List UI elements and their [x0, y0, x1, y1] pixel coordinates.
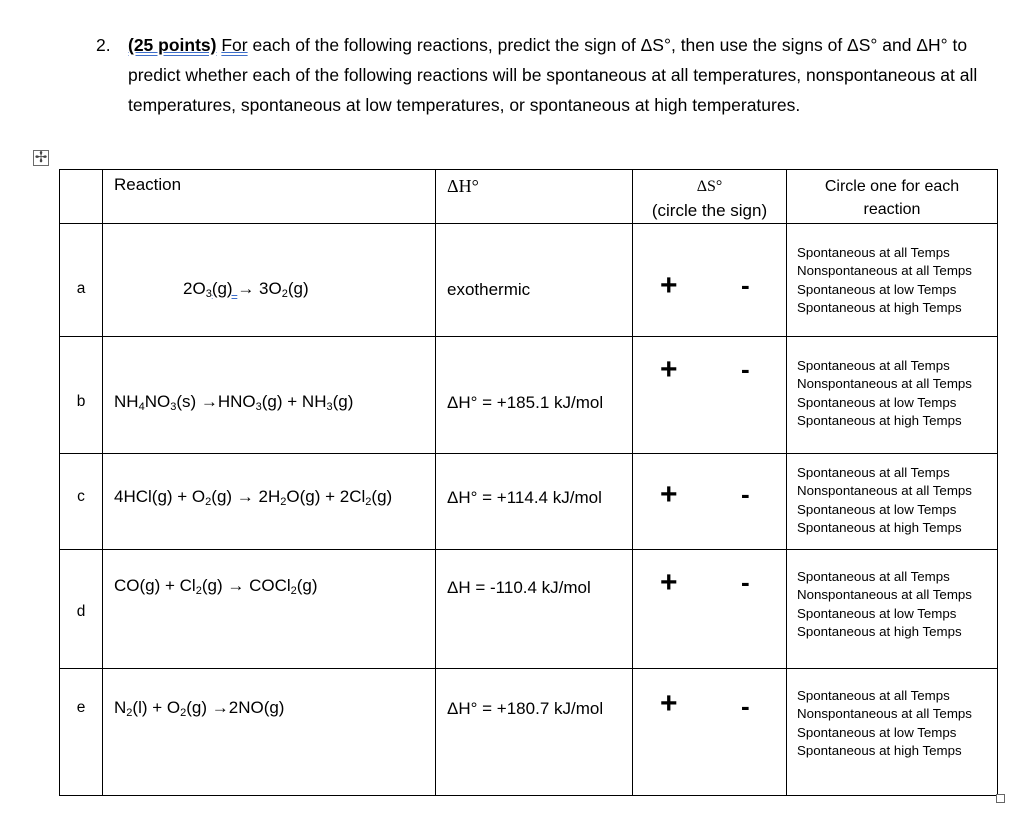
choice-nonspontaneous-all[interactable]: Nonspontaneous at all Temps — [797, 706, 972, 722]
choice-spontaneous-all[interactable]: Spontaneous at all Temps — [797, 358, 950, 373]
dh-cell — [436, 224, 633, 337]
minus-sign[interactable]: - — [741, 691, 750, 721]
plus-sign[interactable]: + — [660, 566, 678, 599]
header-letter-cell — [60, 170, 103, 224]
choice-spontaneous-low[interactable]: Spontaneous at low Temps — [797, 281, 957, 297]
row-letter: b — [76, 393, 86, 410]
choice-nonspontaneous-all[interactable]: Nonspontaneous at all Temps — [797, 376, 972, 392]
row-letter-cell — [60, 669, 103, 796]
question-lead: For — [221, 35, 248, 55]
move-icon: ✢ — [34, 149, 48, 166]
choice-spontaneous-low[interactable]: Spontaneous at low Temps — [797, 501, 957, 517]
header-ds-instruction: (circle the sign) — [651, 201, 768, 220]
dh-cell — [436, 454, 633, 550]
row-letter-cell — [60, 454, 103, 550]
table-header-row — [60, 170, 998, 224]
plus-sign[interactable]: + — [660, 687, 678, 720]
minus-sign[interactable]: - — [741, 567, 750, 597]
row-letter: e — [76, 699, 86, 716]
header-reaction: Reaction — [114, 175, 182, 194]
choice-spontaneous-high[interactable]: Spontaneous at high Temps — [797, 519, 962, 535]
choice-nonspontaneous-all[interactable]: Nonspontaneous at all Temps — [797, 483, 972, 499]
choice-cell — [787, 550, 998, 669]
table-row — [60, 224, 998, 337]
ds-cell — [633, 454, 787, 550]
header-reaction-cell — [103, 170, 436, 224]
choice-cell — [787, 454, 998, 550]
table-row — [60, 550, 998, 669]
header-choice-cell — [787, 170, 998, 224]
reaction-equation-b: $NH_4NO_3(s) \to HNO_3(g) + NH_3(g)$ — [114, 392, 354, 413]
header-dh-cell — [436, 170, 633, 224]
row-letter-cell — [60, 550, 103, 669]
choice-spontaneous-all[interactable]: Spontaneous at all Temps — [797, 245, 950, 260]
dh-value: exothermic — [447, 280, 531, 299]
dh-value: ΔH = -110.4 kJ/mol — [447, 578, 591, 597]
reaction-equation-d: $CO(g) + Cl_2(g)$ → COCl$_2$(g) — [114, 576, 318, 597]
choice-spontaneous-high[interactable]: Spontaneous at high Temps — [797, 412, 962, 428]
dh-cell — [436, 550, 633, 669]
choice-cell — [787, 337, 998, 454]
row-letter: c — [77, 488, 85, 505]
table-row — [60, 337, 998, 454]
reaction-equation-a: $2O_3(g) \to 3O_2(g)$ — [183, 279, 309, 300]
header-dh: ΔH° — [447, 176, 479, 196]
ds-cell — [633, 337, 787, 454]
choice-nonspontaneous-all[interactable]: Nonspontaneous at all Temps — [797, 587, 972, 603]
table-row — [60, 669, 998, 796]
reaction-equation-e: $N_2(l) + O_2(g) \to 2NO(g)$ — [114, 698, 285, 719]
dh-value: ΔH° = +114.4 kJ/mol — [447, 488, 602, 507]
row-letter: a — [76, 280, 86, 297]
choice-spontaneous-all[interactable]: Spontaneous at all Temps — [797, 688, 950, 703]
minus-sign[interactable]: - — [741, 354, 750, 384]
header-choice-line2: reaction — [863, 201, 921, 218]
choice-spontaneous-high[interactable]: Spontaneous at high Temps — [797, 742, 962, 758]
ds-cell — [633, 550, 787, 669]
question-body: each of the following reactions, predict the sign of ΔS°, then use the signs of ΔS° and ΔH° to predict whether each of the following reactions will be spontaneous at all temperatures, nonspontaneous at all temperatures, spontaneous at low temperatures, or spontaneous at high temperatures. — [128, 35, 978, 115]
choice-nonspontaneous-all[interactable]: Nonspontaneous at all Temps — [797, 263, 972, 279]
row-letter-cell — [60, 224, 103, 337]
header-choice-line1: Circle one for each — [824, 178, 960, 195]
plus-sign[interactable]: + — [660, 353, 678, 386]
reaction-cell — [103, 454, 436, 550]
choice-spontaneous-high[interactable]: Spontaneous at high Temps — [797, 623, 962, 639]
dh-value: ΔH° = +185.1 kJ/mol — [447, 393, 604, 412]
dh-cell — [436, 669, 633, 796]
row-letter-cell — [60, 337, 103, 454]
table-row — [60, 454, 998, 550]
reaction-cell — [103, 669, 436, 796]
minus-sign[interactable]: - — [741, 479, 750, 509]
choice-spontaneous-low[interactable]: Spontaneous at low Temps — [797, 605, 957, 621]
reaction-cell — [103, 550, 436, 669]
row-letter: d — [76, 603, 86, 620]
dh-cell — [436, 337, 633, 454]
question-text — [96, 30, 986, 120]
ds-cell — [633, 669, 787, 796]
table-resize-handle[interactable] — [996, 794, 1005, 803]
ds-cell — [633, 224, 787, 337]
minus-sign[interactable]: - — [741, 270, 750, 300]
choice-spontaneous-low[interactable]: Spontaneous at low Temps — [797, 724, 957, 740]
plus-sign[interactable]: + — [660, 269, 678, 302]
choice-cell — [787, 224, 998, 337]
choice-cell — [787, 669, 998, 796]
plus-sign[interactable]: + — [660, 478, 678, 511]
choice-spontaneous-high[interactable]: Spontaneous at high Temps — [797, 299, 962, 315]
question-number: 2. — [96, 35, 111, 55]
header-ds: ΔS° — [696, 178, 723, 195]
choice-spontaneous-all[interactable]: Spontaneous at all Temps — [797, 465, 950, 480]
choice-spontaneous-all[interactable]: Spontaneous at all Temps — [797, 569, 950, 584]
reaction-cell — [103, 224, 436, 337]
question-points: (25 points) — [128, 35, 217, 55]
header-ds-cell — [633, 170, 787, 224]
dh-value: ΔH° = +180.7 kJ/mol — [447, 699, 604, 718]
choice-spontaneous-low[interactable]: Spontaneous at low Temps — [797, 394, 957, 410]
reaction-equation-c: $4HCl(g) + O_2(g) \to 2H_2O(g) + 2Cl_2(g)$ — [114, 487, 393, 508]
reaction-table — [59, 169, 998, 796]
table-move-handle[interactable] — [33, 150, 49, 166]
reaction-cell — [103, 337, 436, 454]
